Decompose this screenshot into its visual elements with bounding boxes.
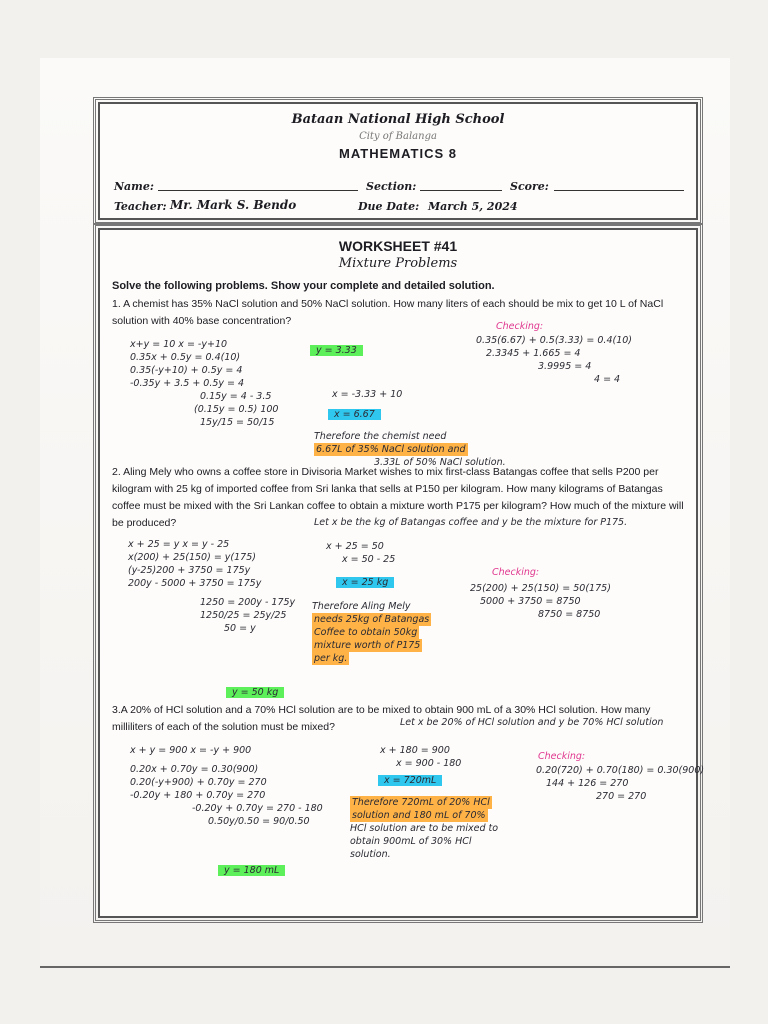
problem-2-checking-label: Checking:	[492, 567, 540, 578]
school-name: Bataan National High School	[291, 112, 505, 127]
problem-3-work: x + y = 900 x = -y + 900 0.20x + 0.70y = 0.30(900) 0.20(-y+900) + 0.70y = 270 -0.20y + 180 + 0.70y = 270 -0.20y + 0.70y = 270 - 180 0.50y/0.50 = 90/0.50	[130, 745, 323, 827]
problem-1-checking-label: Checking:	[496, 321, 544, 332]
problem-1-text: 1. A chemist has 35% NaCl solution and 50% NaCl solution. How many liters of each should be mix to get 10 L of NaCl solution with 40% base concentration?	[112, 298, 664, 327]
page-bottom-edge	[40, 966, 730, 968]
problem-3-checking: 0.20(720) + 0.70(180) = 0.30(900) 144 + 126 = 270 270 = 270	[536, 765, 705, 802]
problem-2-answer-y: y = 50 kg	[226, 686, 284, 699]
worksheet-header	[98, 102, 698, 220]
problem-1-checking: 0.35(6.67) + 0.5(3.33) = 0.4(10) 2.3345 + 1.665 = 4 3.9995 = 4 4 = 4	[476, 335, 632, 385]
problem-2-checking: 25(200) + 25(150) = 50(175) 5000 + 3750 = 8750 8750 = 8750	[470, 583, 611, 620]
worksheet-title: WORKSHEET #41	[338, 238, 458, 254]
problem-3-answer-y: y = 180 mL	[218, 864, 285, 877]
problem-1-work-x: x = -3.33 + 10	[332, 389, 403, 400]
problem-2-let: Let x be the kg of Batangas coffee and y be the mixture for P175.	[314, 517, 628, 528]
section-line	[420, 180, 502, 191]
score-label: Score:	[510, 180, 549, 193]
teacher-label: Teacher:	[114, 200, 167, 213]
problem-3-let: Let x be 20% of HCl solution and y be 70% HCl solution	[400, 717, 664, 728]
city-name: City of Balanga	[359, 131, 437, 142]
problem-2-text: 2. Aling Mely who owns a coffee store in Divisoria Market wishes to mix first-class Batangas coffee that sells P200 per kilogram with 25 kg of imported coffee from Sri lanka that sells at P150 per kilogram. How many kilograms of Batangas coffee must be mixed with the Sri Lankan coffee to obtain a mixture worth P175 per kilogram? How much of the mixture will be produced?	[112, 466, 684, 529]
problem-2-work-x: x + 25 = 50 x = 50 - 25	[326, 541, 396, 565]
problem-2-answer-x: x = 25 kg	[336, 576, 394, 589]
problem-1-conclusion: Therefore the chemist need 6.67L of 35% NaCl solution and 3.33L of 50% NaCl solution.	[314, 431, 506, 468]
instructions: Solve the following problems. Show your complete and detailed solution.	[112, 280, 495, 292]
worksheet-subtitle: Mixture Problems	[338, 256, 458, 271]
section-label: Section:	[366, 180, 417, 193]
subject-title: MATHEMATICS 8	[339, 146, 457, 161]
teacher-name: Mr. Mark S. Bendo	[170, 198, 297, 212]
problem-3-checking-label: Checking:	[538, 751, 586, 762]
problem-1-work: x+y = 10 x = -y+10 0.35x + 0.5y = 0.4(10) 0.35(-y+10) + 0.5y = 4 -0.35y + 3.5 + 0.5y = 4 0.15y = 4 - 3.5 (0.15y = 0.5) 100 15y/15 = 50/15	[130, 339, 279, 428]
worksheet-body	[98, 228, 705, 918]
due-date-value: March 5, 2024	[428, 200, 518, 213]
problem-2-work: x + 25 = y x = y - 25 x(200) + 25(150) = y(175) (y-25)200 + 3750 = 175y 200y - 5000 + 3750 = 175y 1250 = 200y - 175y 1250/25 = 25y/25 50 = y	[128, 539, 296, 634]
score-line	[554, 180, 684, 191]
problem-3-work-x: x + 180 = 900 x = 900 - 180	[380, 745, 462, 769]
problem-1-answer-y: y = 3.33	[310, 344, 363, 357]
problem-1-answer-x: x = 6.67	[328, 408, 381, 421]
problem-3-answer-x: x = 720mL	[378, 774, 442, 787]
due-date-label: Due Date:	[358, 200, 420, 213]
problem-2-conclusion: Therefore Aling Mely needs 25kg of Batangas Coffee to obtain 50kg mixture worth of P175 per kg.	[312, 601, 430, 664]
problem-3-text: 3.A 20% of HCl solution and a 70% HCl solution are to be mixed to obtain 900 mL of a 30% HCl solution. How many milliliters of each of the solution must be mixed?	[112, 704, 651, 733]
problem-3-conclusion: Therefore 720mL of 20% HCl solution and 180 mL of 70% HCl solution are to be mixed to obtain 900mL of 30% HCl solution.	[350, 797, 499, 860]
name-label: Name:	[114, 180, 154, 193]
name-line	[158, 180, 358, 191]
